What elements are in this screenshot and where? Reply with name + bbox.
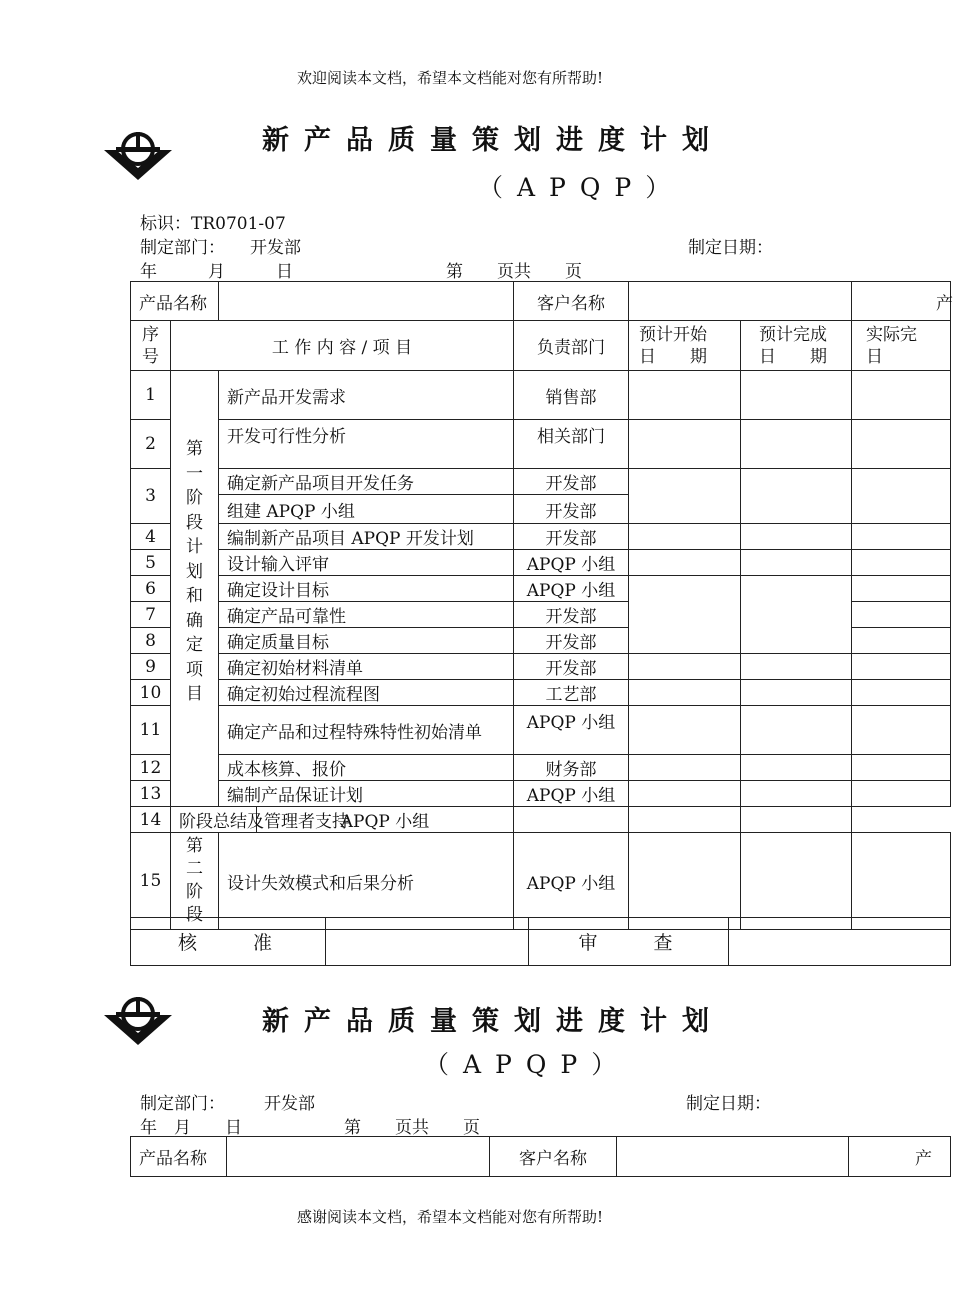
row-seq: 1 — [131, 371, 171, 420]
row-dept: APQP 小组 — [514, 833, 629, 930]
row-plan-start — [514, 807, 629, 833]
apqp-plan-table-2 — [130, 1136, 951, 1177]
row-plan-start — [629, 706, 741, 755]
stage2-label — [171, 833, 219, 930]
row-plan-start — [629, 420, 741, 469]
dept-label-2: 制定部门： — [140, 1094, 225, 1114]
row-task: 编制新产品项目 APQP 开发计划 — [219, 524, 514, 550]
bottom-banner: 感谢阅读本文档，希望本文档能对您有所帮助! — [296, 1208, 604, 1226]
row-actual-finish — [741, 807, 852, 833]
row-dept: 开发部 — [514, 602, 629, 628]
row-plan-start — [629, 781, 741, 807]
row-plan-finish — [741, 833, 852, 930]
row-task: 新产品开发需求 — [219, 371, 514, 420]
resp-dept-header: 负责部门 — [514, 321, 629, 371]
row-task: 阶段总结及管理者支持 — [171, 807, 257, 833]
page-title: 新产品质量策划进度计划 — [262, 125, 724, 156]
approve-value — [326, 918, 529, 966]
row-actual-finish — [852, 654, 951, 680]
company-logo-icon — [100, 993, 176, 1047]
date-label-2: 制定日期： — [686, 1094, 771, 1114]
row-dept: APQP 小组 — [514, 781, 629, 807]
row-task: 确定初始过程流程图 — [219, 680, 514, 706]
row-seq: 13 — [131, 781, 171, 807]
customer-name-value — [629, 282, 852, 321]
row-seq: 4 — [131, 524, 171, 550]
row-dept: 开发部 — [514, 628, 629, 654]
company-logo-icon — [100, 128, 176, 182]
row-actual-finish — [852, 469, 951, 524]
product-name-value-2 — [227, 1137, 490, 1177]
row-plan-finish — [741, 654, 852, 680]
date-label: 制定日期： — [688, 238, 773, 258]
row-seq: 12 — [131, 755, 171, 781]
row-dept: 开发部 — [514, 654, 629, 680]
row-task: 成本核算、报价 — [219, 755, 514, 781]
row-plan-start — [629, 833, 741, 930]
row-dept: APQP 小组 — [514, 706, 629, 755]
row-plan-start — [629, 654, 741, 680]
row-seq: 9 — [131, 654, 171, 680]
row-actual-finish — [852, 524, 951, 550]
row-plan-finish — [741, 420, 852, 469]
seq-header: 序 号 — [131, 321, 171, 371]
row-plan-finish — [741, 755, 852, 781]
row-actual-finish — [852, 371, 951, 420]
row-actual-finish — [852, 781, 951, 807]
row-actual-finish — [852, 680, 951, 706]
customer-name-value-2 — [617, 1137, 849, 1177]
row-plan-finish — [741, 781, 852, 807]
row-actual-finish — [852, 576, 951, 602]
dept-value-2: 开发部 — [264, 1094, 315, 1114]
document-identifier: 标识：TR0701-07 — [140, 214, 286, 234]
plan-start-header: 预计开始 日 期 — [629, 321, 741, 371]
customer-name-label-2: 客户名称 — [490, 1137, 617, 1177]
row-actual-finish — [852, 420, 951, 469]
row-actual-finish — [852, 550, 951, 576]
row-seq: 11 — [131, 706, 171, 755]
row-task: 确定新产品项目开发任务 — [219, 469, 514, 495]
row-dept: APQP 小组 — [514, 550, 629, 576]
review-label: 审 查 — [529, 918, 729, 966]
dept-value: 开发部 — [250, 238, 301, 258]
row-dept: APQP 小组 — [257, 807, 514, 833]
product-label-cut: 产 — [852, 282, 951, 321]
row-plan-finish — [741, 550, 852, 576]
row-task: 编制产品保证计划 — [219, 781, 514, 807]
page-title-2: 新产品质量策划进度计划 — [262, 1006, 724, 1037]
row-seq: 2 — [131, 420, 171, 469]
row-plan-finish — [741, 706, 852, 755]
work-content-header: 工 作 内 容 / 项 目 — [171, 321, 514, 371]
product-label-cut-2: 产 — [849, 1137, 951, 1177]
row-seq: 6 — [131, 576, 171, 602]
row-task: 组建 APQP 小组 — [219, 495, 514, 524]
approval-table — [130, 917, 951, 966]
row-plan-start — [629, 524, 741, 550]
row-task: 确定初始材料清单 — [219, 654, 514, 680]
customer-name-label: 客户名称 — [514, 282, 629, 321]
stage1-label — [171, 371, 219, 807]
row-task: 确定质量目标 — [219, 628, 514, 654]
row-plan-start — [629, 576, 741, 654]
row-dept: 财务部 — [514, 755, 629, 781]
page-subtitle-2: （APQP） — [424, 1050, 631, 1079]
row-plan-finish — [741, 524, 852, 550]
date-page-line: 年 月 日 第 页共 页 — [140, 262, 582, 282]
plan-finish-header: 预计完成 日 期 — [741, 321, 852, 371]
row-plan-finish — [741, 371, 852, 420]
row-dept: 开发部 — [514, 495, 629, 524]
row-dept: 开发部 — [514, 524, 629, 550]
top-banner: 欢迎阅读本文档，希望本文档能对您有所帮助! — [296, 69, 604, 87]
row-seq: 5 — [131, 550, 171, 576]
row-task: 开发可行性分析 — [219, 420, 514, 469]
row-plan-start — [629, 469, 741, 524]
row-task: 设计失效模式和后果分析 — [219, 833, 514, 930]
row-seq: 7 — [131, 602, 171, 628]
date-page-line-2: 年 月 日 第 页共 页 — [140, 1118, 480, 1138]
row-plan-finish — [629, 807, 741, 833]
row-actual-finish — [852, 755, 951, 781]
row-plan-start — [629, 371, 741, 420]
row-seq: 10 — [131, 680, 171, 706]
product-name-label-2: 产品名称 — [131, 1137, 227, 1177]
row-actual-finish — [852, 602, 951, 628]
row-plan-start — [629, 755, 741, 781]
row-dept: 相关部门 — [514, 420, 629, 469]
row-seq: 14 — [131, 807, 171, 833]
approve-label: 核 准 — [131, 918, 326, 966]
row-dept: 工艺部 — [514, 680, 629, 706]
row-dept: 开发部 — [514, 469, 629, 495]
apqp-plan-table — [130, 281, 951, 930]
row-task: 确定产品和过程特殊特性初始清单 — [219, 706, 514, 755]
product-name-label: 产品名称 — [131, 282, 219, 321]
row-actual-finish — [852, 706, 951, 755]
row-plan-start — [629, 680, 741, 706]
row-plan-finish — [741, 680, 852, 706]
row-plan-start — [629, 550, 741, 576]
row-task: 确定产品可靠性 — [219, 602, 514, 628]
row-actual-finish — [852, 833, 951, 930]
product-name-value — [219, 282, 514, 321]
dept-label: 制定部门： — [140, 238, 225, 258]
row-plan-finish — [741, 469, 852, 524]
row-seq: 3 — [131, 469, 171, 524]
row-seq: 8 — [131, 628, 171, 654]
row-task: 确定设计目标 — [219, 576, 514, 602]
stage2-label-text: 第二阶段 — [186, 836, 203, 925]
row-seq: 15 — [131, 833, 171, 930]
page-subtitle: （APQP） — [478, 173, 685, 202]
row-plan-finish — [741, 576, 852, 654]
row-dept: APQP 小组 — [514, 576, 629, 602]
review-value — [729, 918, 951, 966]
row-task: 设计输入评审 — [219, 550, 514, 576]
row-actual-finish — [852, 628, 951, 654]
stage1-label-text: 第一阶段 计划和确定项目 — [186, 439, 203, 704]
row-dept: 销售部 — [514, 371, 629, 420]
actual-finish-header: 实际完 日 — [852, 321, 951, 371]
